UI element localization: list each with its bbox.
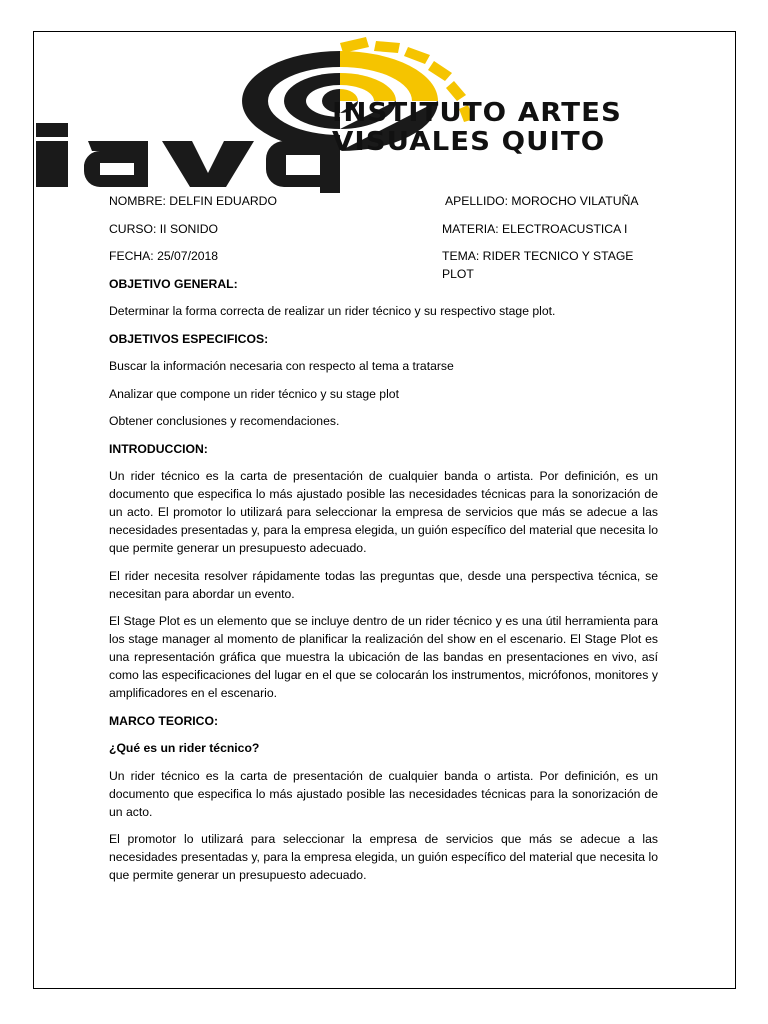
fecha-field xyxy=(109,247,218,265)
document-body xyxy=(109,192,658,894)
apellido-value: MOROCHO VILATUÑA xyxy=(508,194,639,208)
institute-name-line1: INSTITUTO ARTES xyxy=(332,98,622,128)
apellido-label: APELLIDO: xyxy=(445,194,508,208)
row-nombre-apellido xyxy=(109,192,658,210)
materia-label: MATERIA: xyxy=(442,221,499,236)
row-fecha-tema xyxy=(109,247,658,281)
marco-teorico-paragraph-2: El promotor lo utilizará para seleccionar la empresa de servicios que más se adecue a las necesidades presentadas y, para la empresa elegida, un guión específico del material que necesita lo que permite generar un presupuesto adecuado. xyxy=(109,832,658,882)
curso-value: II SONIDO xyxy=(156,221,219,236)
apellido-field xyxy=(445,192,638,210)
marco-teorico-heading: MARCO TEORICO: xyxy=(109,713,219,728)
objetivo-item: Obtener conclusiones y recomendaciones. xyxy=(109,414,340,428)
introduccion-paragraph-2: El rider necesita resolver rápidamente todas las preguntas que, desde una perspectiva técnica, se necesitan para abordar un evento. xyxy=(109,568,658,601)
materia-value: ELECTROACUSTICA I xyxy=(498,221,628,236)
iavq-logo xyxy=(36,33,736,193)
nombre-value: DELFIN EDUARDO xyxy=(165,194,277,208)
introduccion-heading: INTRODUCCION: xyxy=(109,441,208,456)
objetivos-especificos-heading: OBJETIVOS ESPECIFICOS: xyxy=(109,331,269,346)
institute-name-line2: VISUALES QUITO xyxy=(332,127,606,157)
introduccion-paragraph-3: El Stage Plot es un elemento que se incluye dentro de un rider técnico y es una útil herramienta para los stage manager al momento de planificar la realización del show en el escenario. El Stage Plot es una representación gráfica que muestra la ubicación de las bandas en presentaciones en vivo, así como las especificaciones del lugar en el que se colocarán los instrumentos, micrófonos, monitores y amplificadores en el escenario. xyxy=(109,614,658,700)
tema-label: TEMA: xyxy=(442,249,480,263)
objetivo-item: Buscar la información necesaria con respecto al tema a tratarse xyxy=(109,359,454,373)
curso-label: CURSO: xyxy=(109,221,157,236)
introduccion-paragraph-1: Un rider técnico es la carta de presentación de cualquier banda o artista. Por definición, es un documento que especifica lo más ajustado posible las necesidades técnicas para la sonorización de un acto. El promotor lo utilizará para seleccionar la empresa de servicios que más se adecue a las necesidades presentadas y, para la empresa elegida, un guión específico del material que necesita lo que permite generar un presupuesto adecuado. xyxy=(109,469,658,555)
objetivo-general-heading: OBJETIVO GENERAL: xyxy=(109,276,238,291)
fecha-label: FECHA: xyxy=(109,249,154,263)
objetivo-item: Analizar que compone un rider técnico y su stage plot xyxy=(109,386,399,401)
marco-teorico-subheading: ¿Qué es un rider técnico? xyxy=(109,741,260,755)
nombre-field xyxy=(109,192,277,210)
objetivo-general-text: Determinar la forma correcta de realizar un rider técnico y su respectivo stage plot. xyxy=(109,304,556,318)
nombre-label: NOMBRE: xyxy=(109,194,166,208)
row-curso-materia xyxy=(109,220,658,238)
tema-value: RIDER TECNICO Y STAGE PLOT xyxy=(442,249,634,281)
tema-field xyxy=(442,247,658,283)
curso-field xyxy=(109,220,218,238)
institute-name xyxy=(332,99,732,157)
fecha-value: 25/07/2018 xyxy=(153,249,219,263)
materia-field xyxy=(442,220,627,238)
marco-teorico-paragraph-1: Un rider técnico es la carta de presentación de cualquier banda o artista. Por definición, es un documento que especifica lo más ajustado posible las necesidades técnicas para la sonorización de un acto. xyxy=(109,768,658,819)
